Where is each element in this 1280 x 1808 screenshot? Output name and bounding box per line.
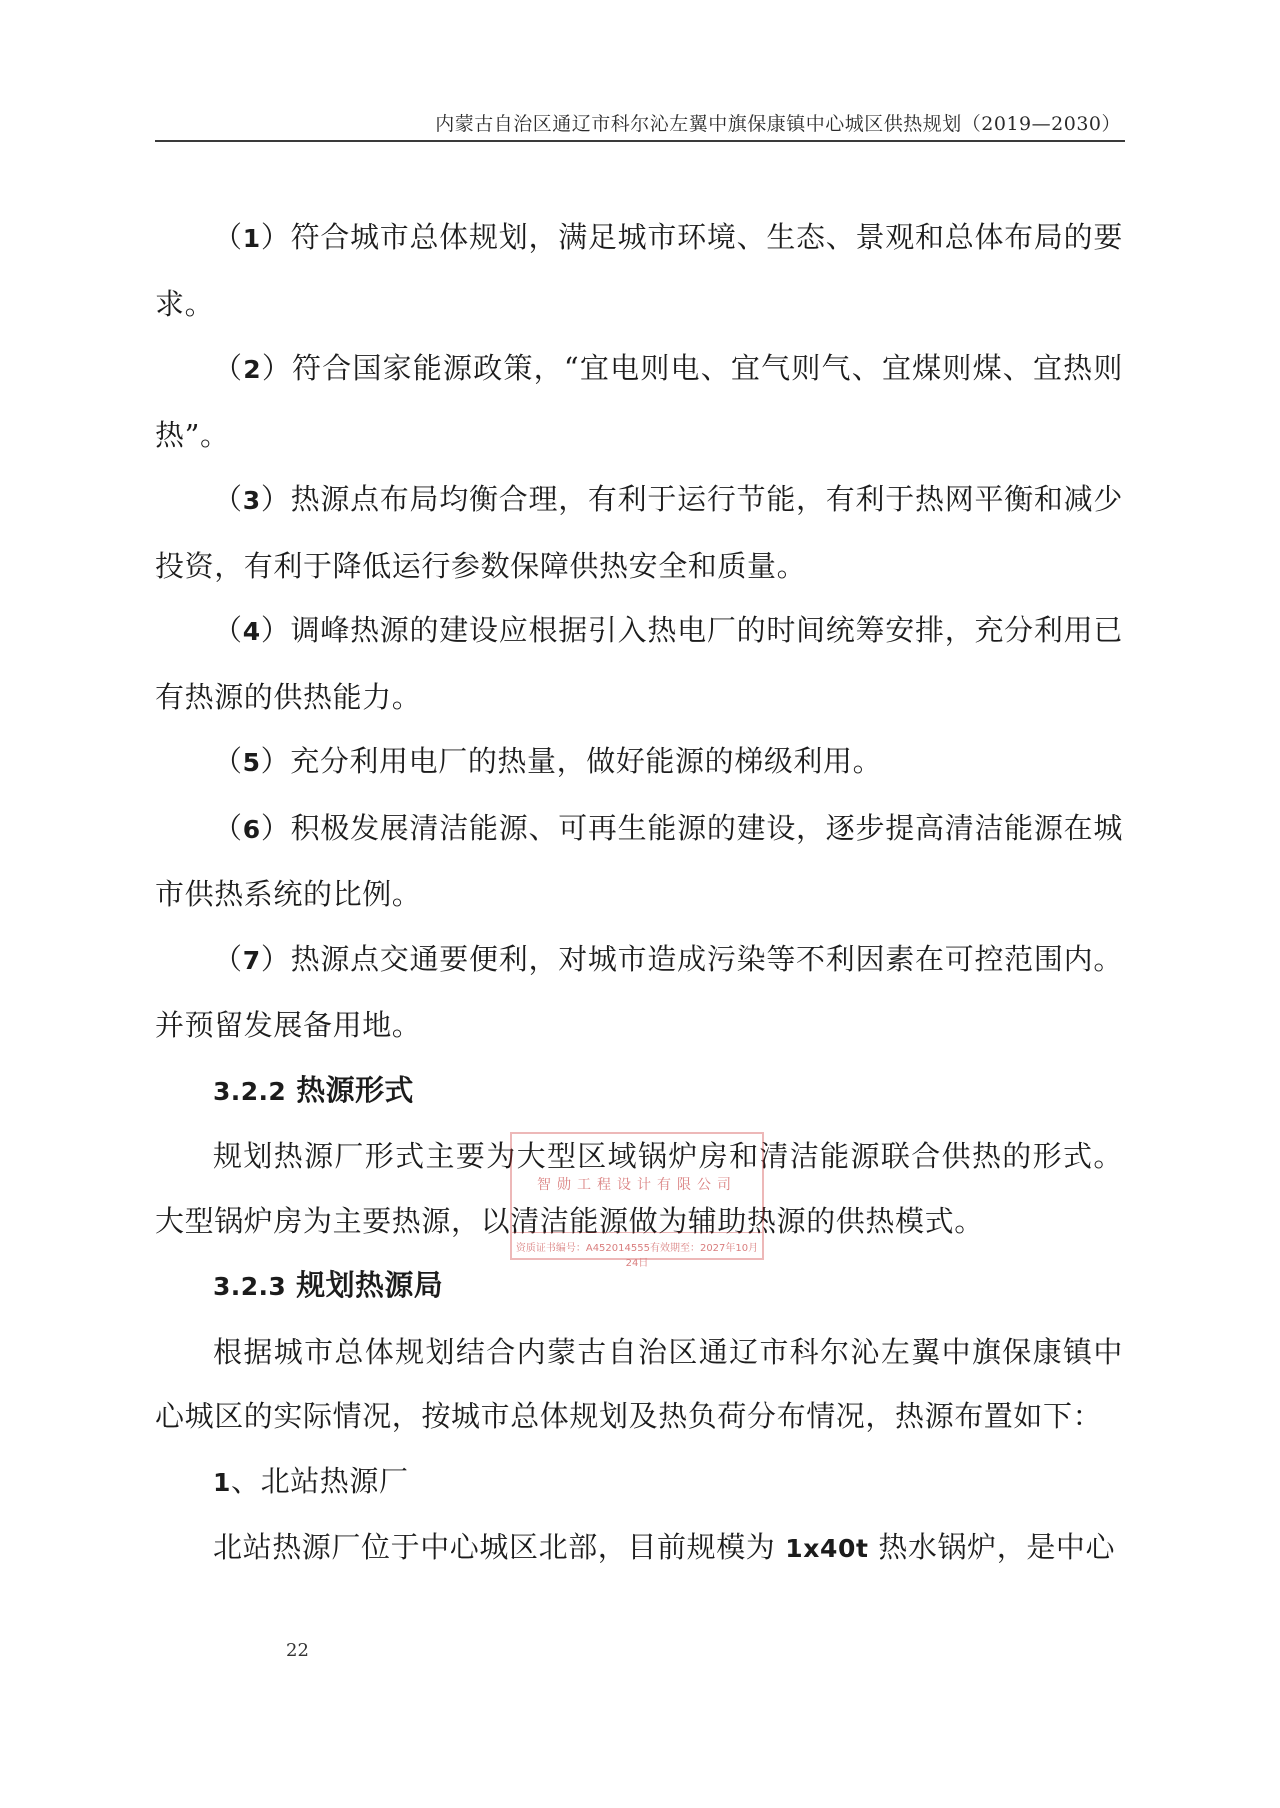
item-1-body (155, 1515, 1123, 1582)
section-3-2-3-heading (155, 1253, 1123, 1320)
item-1-body-highlight: 1x40t (785, 1534, 869, 1563)
principle-2-text: 符合国家能源政策，“宜电则电、宜气则气、宜煤则煤、宜热则热”。 (155, 351, 1123, 452)
section-3-2-2-body: 规划热源厂形式主要为大型区域锅炉房和清洁能源联合供热的形式。大型锅炉房为主要热源，以清洁能源做为辅助热源的供热模式。 (155, 1139, 1123, 1238)
body-text (155, 205, 1123, 1582)
principle-5-text: 充分利用电厂的热量，做好能源的梯级利用。 (290, 744, 883, 778)
principle-4: （4）调峰热源的建设应根据引入热电厂的时间统筹安排，充分利用已有热源的供热能力。 (155, 613, 1123, 714)
principle-7-number: 7 (242, 945, 261, 975)
principle-2: （2）符合国家能源政策，“宜电则电、宜气则气、宜煤则煤、宜热则热”。 (155, 351, 1123, 452)
header-title: 内蒙古自治区通辽市科尔沁左翼中旗保康镇中心城区供热规划（2019—2030） (435, 113, 1121, 135)
section-3-2-3-body: 根据城市总体规划结合内蒙古自治区通辽市科尔沁左翼中旗保康镇中心城区的实际情况，按城市总体规划及热负荷分布情况，热源布置如下： (155, 1334, 1123, 1433)
principle-1: （1）符合城市总体规划，满足城市环境、生态、景观和总体布局的要求。 (155, 220, 1123, 321)
section-3-2-2-number: 3.2.2 (213, 1076, 287, 1106)
principle-1-text: 符合城市总体规划，满足城市环境、生态、景观和总体布局的要求。 (155, 220, 1123, 321)
item-1-body-before: 北站热源厂位于中心城区北部，目前规模为 (213, 1530, 776, 1564)
item-1-separator: 、 (231, 1463, 261, 1498)
section-3-2-3-title: 规划热源局 (296, 1268, 444, 1302)
principle-3-text: 热源点布局均衡合理，有利于运行节能，有利于热网平衡和减少投资，有利于降低运行参数保障供热安全和质量。 (155, 482, 1123, 583)
principle-6-number: 6 (242, 814, 261, 844)
item-1-title: 北站热源厂 (260, 1463, 409, 1498)
item-1-number: 1 (213, 1467, 231, 1497)
page-number: 22 (286, 1640, 309, 1661)
stamp-company-name: 智勋工程设计有限公司 (537, 1177, 737, 1193)
item-1-body-after: 热水锅炉，是中心 (878, 1530, 1116, 1564)
principle-6: （6）积极发展清洁能源、可再生能源的建设，逐步提高清洁能源在城市供热系统的比例。 (155, 810, 1123, 911)
section-3-2-2-heading (155, 1058, 1123, 1125)
section-3-2-3-number: 3.2.3 (213, 1272, 287, 1301)
principle-6-text: 积极发展清洁能源、可再生能源的建设，逐步提高清洁能源在城市供热系统的比例。 (155, 810, 1123, 911)
item-1-heading (155, 1449, 1123, 1516)
principle-5-number: 5 (242, 748, 261, 777)
principle-2-number: 2 (243, 355, 262, 384)
principle-4-text: 调峰热源的建设应根据引入热电厂的时间统筹安排，充分利用已有热源的供热能力。 (155, 613, 1123, 714)
section-3-2-2-title: 热源形式 (296, 1072, 414, 1107)
principle-3-number: 3 (242, 486, 261, 515)
principle-7: （7）热源点交通要便利，对城市造成污染等不利因素在可控范围内。并预留发展备用地。 (155, 941, 1123, 1042)
principle-1-number: 1 (242, 224, 261, 253)
page-header (155, 106, 1125, 142)
principle-7-text: 热源点交通要便利，对城市造成污染等不利因素在可控范围内。并预留发展备用地。 (155, 941, 1123, 1042)
principle-4-number: 4 (242, 617, 261, 646)
stamp-certificate: 资质证书编号：A452014555有效期至：2027年10月24日 (512, 1232, 762, 1269)
principle-5: （5）充分利用电厂的热量，做好能源的梯级利用。 (213, 744, 883, 778)
principle-3: （3）热源点布局均衡合理，有利于运行节能，有利于热网平衡和减少投资，有利于降低运行参数保障供热安全和质量。 (155, 482, 1123, 583)
